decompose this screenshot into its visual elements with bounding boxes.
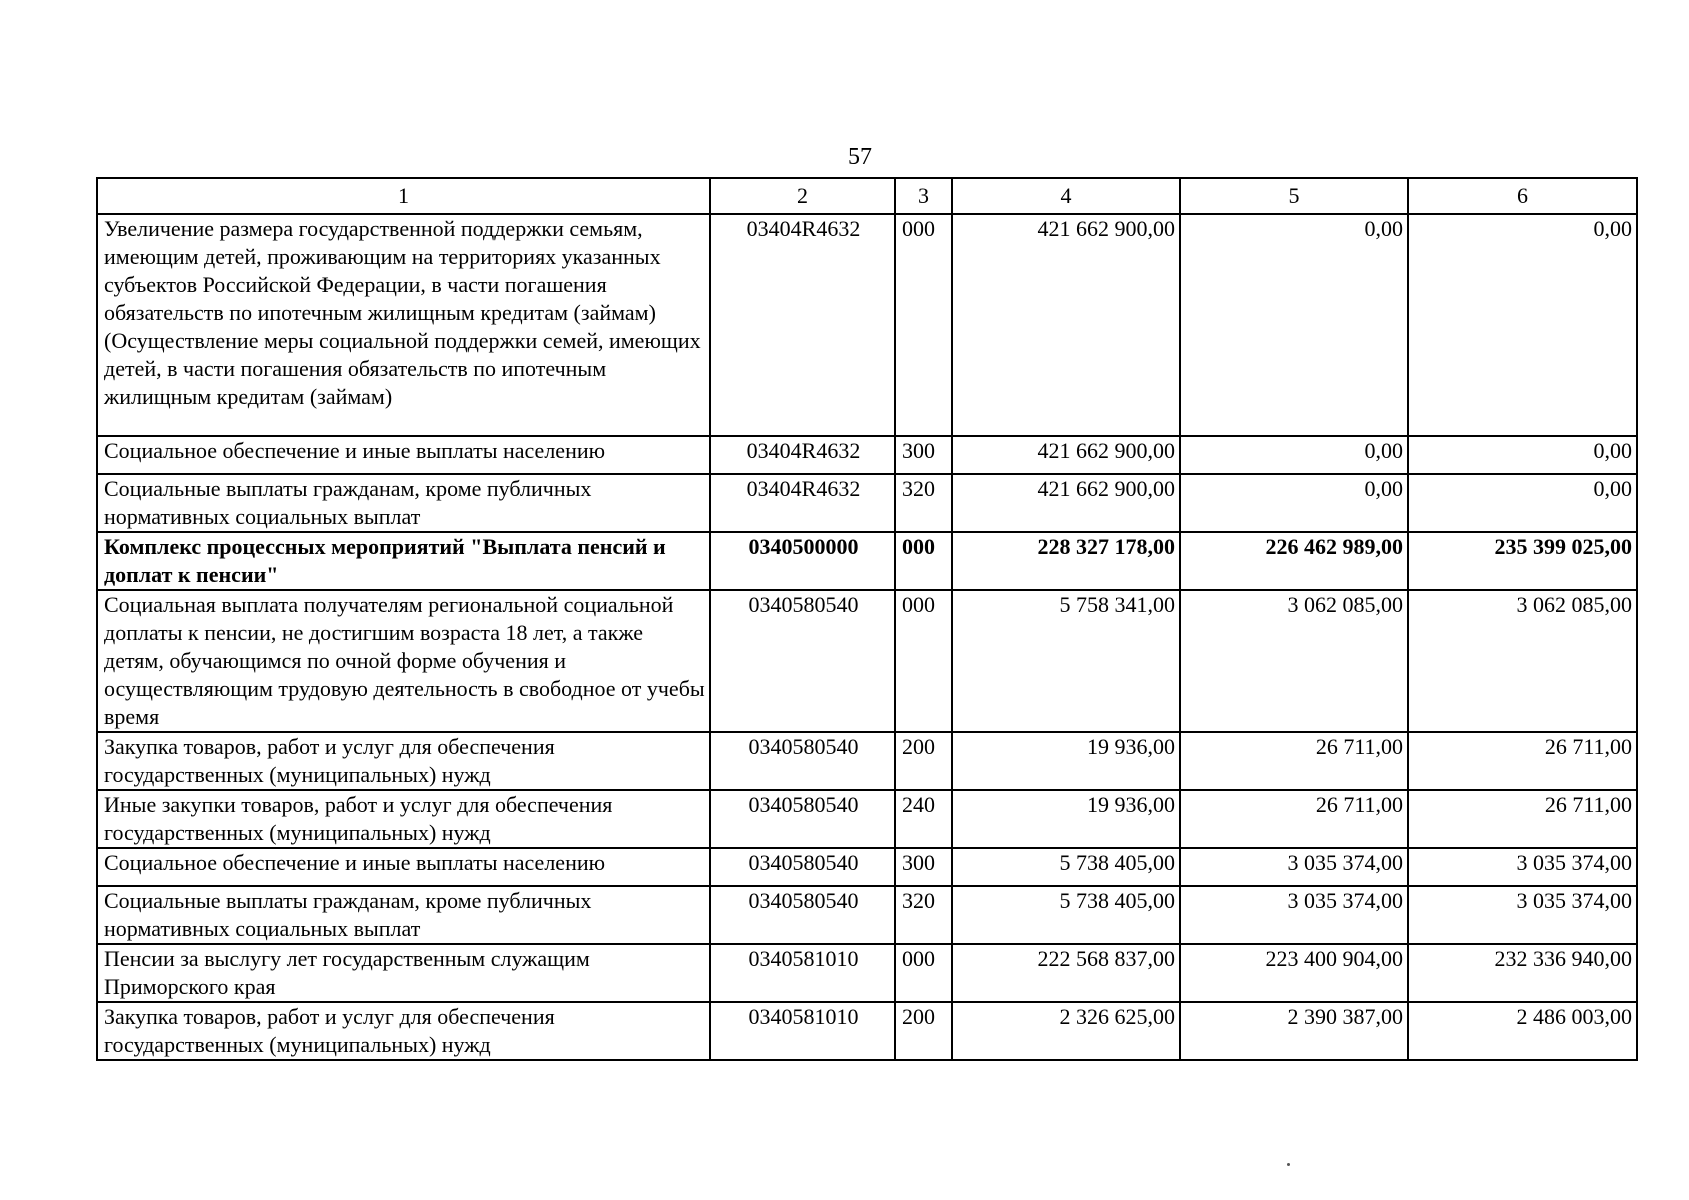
column-header: 1 — [97, 178, 710, 214]
amount-col6: 3 035 374,00 — [1408, 886, 1637, 944]
row-name: Социальное обеспечение и иные выплаты населению — [97, 848, 710, 886]
amount-col4: 228 327 178,00 — [952, 532, 1180, 590]
amount-col4: 222 568 837,00 — [952, 944, 1180, 1002]
page-number: 57 — [848, 144, 872, 170]
column-header: 2 — [710, 178, 895, 214]
target-code: 0340500000 — [710, 532, 895, 590]
table-row — [97, 886, 1637, 944]
amount-col5: 223 400 904,00 — [1180, 944, 1408, 1002]
table-row — [97, 790, 1637, 848]
table-row — [97, 1002, 1637, 1060]
row-name: Увеличение размера государственной поддержки семьям, имеющим детей, проживающим на территориях указанных субъектов Российской Федерации, в части погашения обязательств по ипотечным жилищным кредитам (займам) (Осуществление меры социальной поддержки семей, имеющих детей, в части погашения обязательств по ипотечным жилищным кредитам (займам) — [97, 214, 710, 436]
amount-col6: 2 486 003,00 — [1408, 1002, 1637, 1060]
amount-col5: 3 062 085,00 — [1180, 590, 1408, 732]
expense-type-code: 000 — [895, 944, 952, 1002]
budget-table — [96, 177, 1638, 1061]
row-name: Социальные выплаты гражданам, кроме публичных нормативных социальных выплат — [97, 474, 710, 532]
table-row — [97, 944, 1637, 1002]
expense-type-code: 240 — [895, 790, 952, 848]
column-header: 6 — [1408, 178, 1637, 214]
target-code: 0340581010 — [710, 1002, 895, 1060]
amount-col6: 232 336 940,00 — [1408, 944, 1637, 1002]
target-code: 03404R4632 — [710, 436, 895, 474]
amount-col4: 5 738 405,00 — [952, 848, 1180, 886]
amount-col5: 0,00 — [1180, 436, 1408, 474]
amount-col5: 0,00 — [1180, 214, 1408, 436]
amount-col5: 226 462 989,00 — [1180, 532, 1408, 590]
amount-col4: 5 758 341,00 — [952, 590, 1180, 732]
amount-col6: 235 399 025,00 — [1408, 532, 1637, 590]
table-row — [97, 474, 1637, 532]
amount-col5: 3 035 374,00 — [1180, 848, 1408, 886]
table-row — [97, 848, 1637, 886]
row-name: Социальное обеспечение и иные выплаты населению — [97, 436, 710, 474]
row-name: Закупка товаров, работ и услуг для обеспечения государственных (муниципальных) нужд — [97, 1002, 710, 1060]
amount-col6: 26 711,00 — [1408, 790, 1637, 848]
amount-col5: 26 711,00 — [1180, 732, 1408, 790]
column-header: 3 — [895, 178, 952, 214]
amount-col5: 2 390 387,00 — [1180, 1002, 1408, 1060]
table-row — [97, 214, 1637, 436]
target-code: 0340581010 — [710, 944, 895, 1002]
target-code: 0340580540 — [710, 848, 895, 886]
amount-col5: 0,00 — [1180, 474, 1408, 532]
target-code: 0340580540 — [710, 886, 895, 944]
amount-col4: 421 662 900,00 — [952, 436, 1180, 474]
amount-col4: 5 738 405,00 — [952, 886, 1180, 944]
amount-col6: 0,00 — [1408, 474, 1637, 532]
amount-col6: 26 711,00 — [1408, 732, 1637, 790]
expense-type-code: 300 — [895, 436, 952, 474]
amount-col4: 19 936,00 — [952, 790, 1180, 848]
amount-col6: 0,00 — [1408, 214, 1637, 436]
amount-col4: 19 936,00 — [952, 732, 1180, 790]
expense-type-code: 320 — [895, 886, 952, 944]
expense-type-code: 300 — [895, 848, 952, 886]
row-name: Комплекс процессных мероприятий "Выплата пенсий и доплат к пенсии" — [97, 532, 710, 590]
table-row — [97, 436, 1637, 474]
table-row — [97, 732, 1637, 790]
expense-type-code: 200 — [895, 1002, 952, 1060]
table-row — [97, 590, 1637, 732]
scan-speck — [1287, 1163, 1290, 1166]
target-code: 0340580540 — [710, 790, 895, 848]
column-header: 5 — [1180, 178, 1408, 214]
row-name: Закупка товаров, работ и услуг для обеспечения государственных (муниципальных) нужд — [97, 732, 710, 790]
expense-type-code: 000 — [895, 214, 952, 436]
row-name: Пенсии за выслугу лет государственным служащим Приморского края — [97, 944, 710, 1002]
amount-col6: 3 062 085,00 — [1408, 590, 1637, 732]
amount-col4: 2 326 625,00 — [952, 1002, 1180, 1060]
amount-col5: 3 035 374,00 — [1180, 886, 1408, 944]
expense-type-code: 000 — [895, 590, 952, 732]
table-header-row — [97, 178, 1637, 214]
amount-col4: 421 662 900,00 — [952, 214, 1180, 436]
row-name: Социальная выплата получателям региональной социальной доплаты к пенсии, не достигшим возраста 18 лет, а также детям, обучающимся по очной форме обучения и осуществляющим трудовую деятельность в свободное от учебы время — [97, 590, 710, 732]
target-code: 03404R4632 — [710, 474, 895, 532]
table-row — [97, 532, 1637, 590]
amount-col6: 0,00 — [1408, 436, 1637, 474]
amount-col6: 3 035 374,00 — [1408, 848, 1637, 886]
amount-col5: 26 711,00 — [1180, 790, 1408, 848]
target-code: 0340580540 — [710, 590, 895, 732]
target-code: 03404R4632 — [710, 214, 895, 436]
amount-col4: 421 662 900,00 — [952, 474, 1180, 532]
target-code: 0340580540 — [710, 732, 895, 790]
column-header: 4 — [952, 178, 1180, 214]
expense-type-code: 200 — [895, 732, 952, 790]
row-name: Иные закупки товаров, работ и услуг для обеспечения государственных (муниципальных) нужд — [97, 790, 710, 848]
expense-type-code: 320 — [895, 474, 952, 532]
row-name: Социальные выплаты гражданам, кроме публичных нормативных социальных выплат — [97, 886, 710, 944]
expense-type-code: 000 — [895, 532, 952, 590]
